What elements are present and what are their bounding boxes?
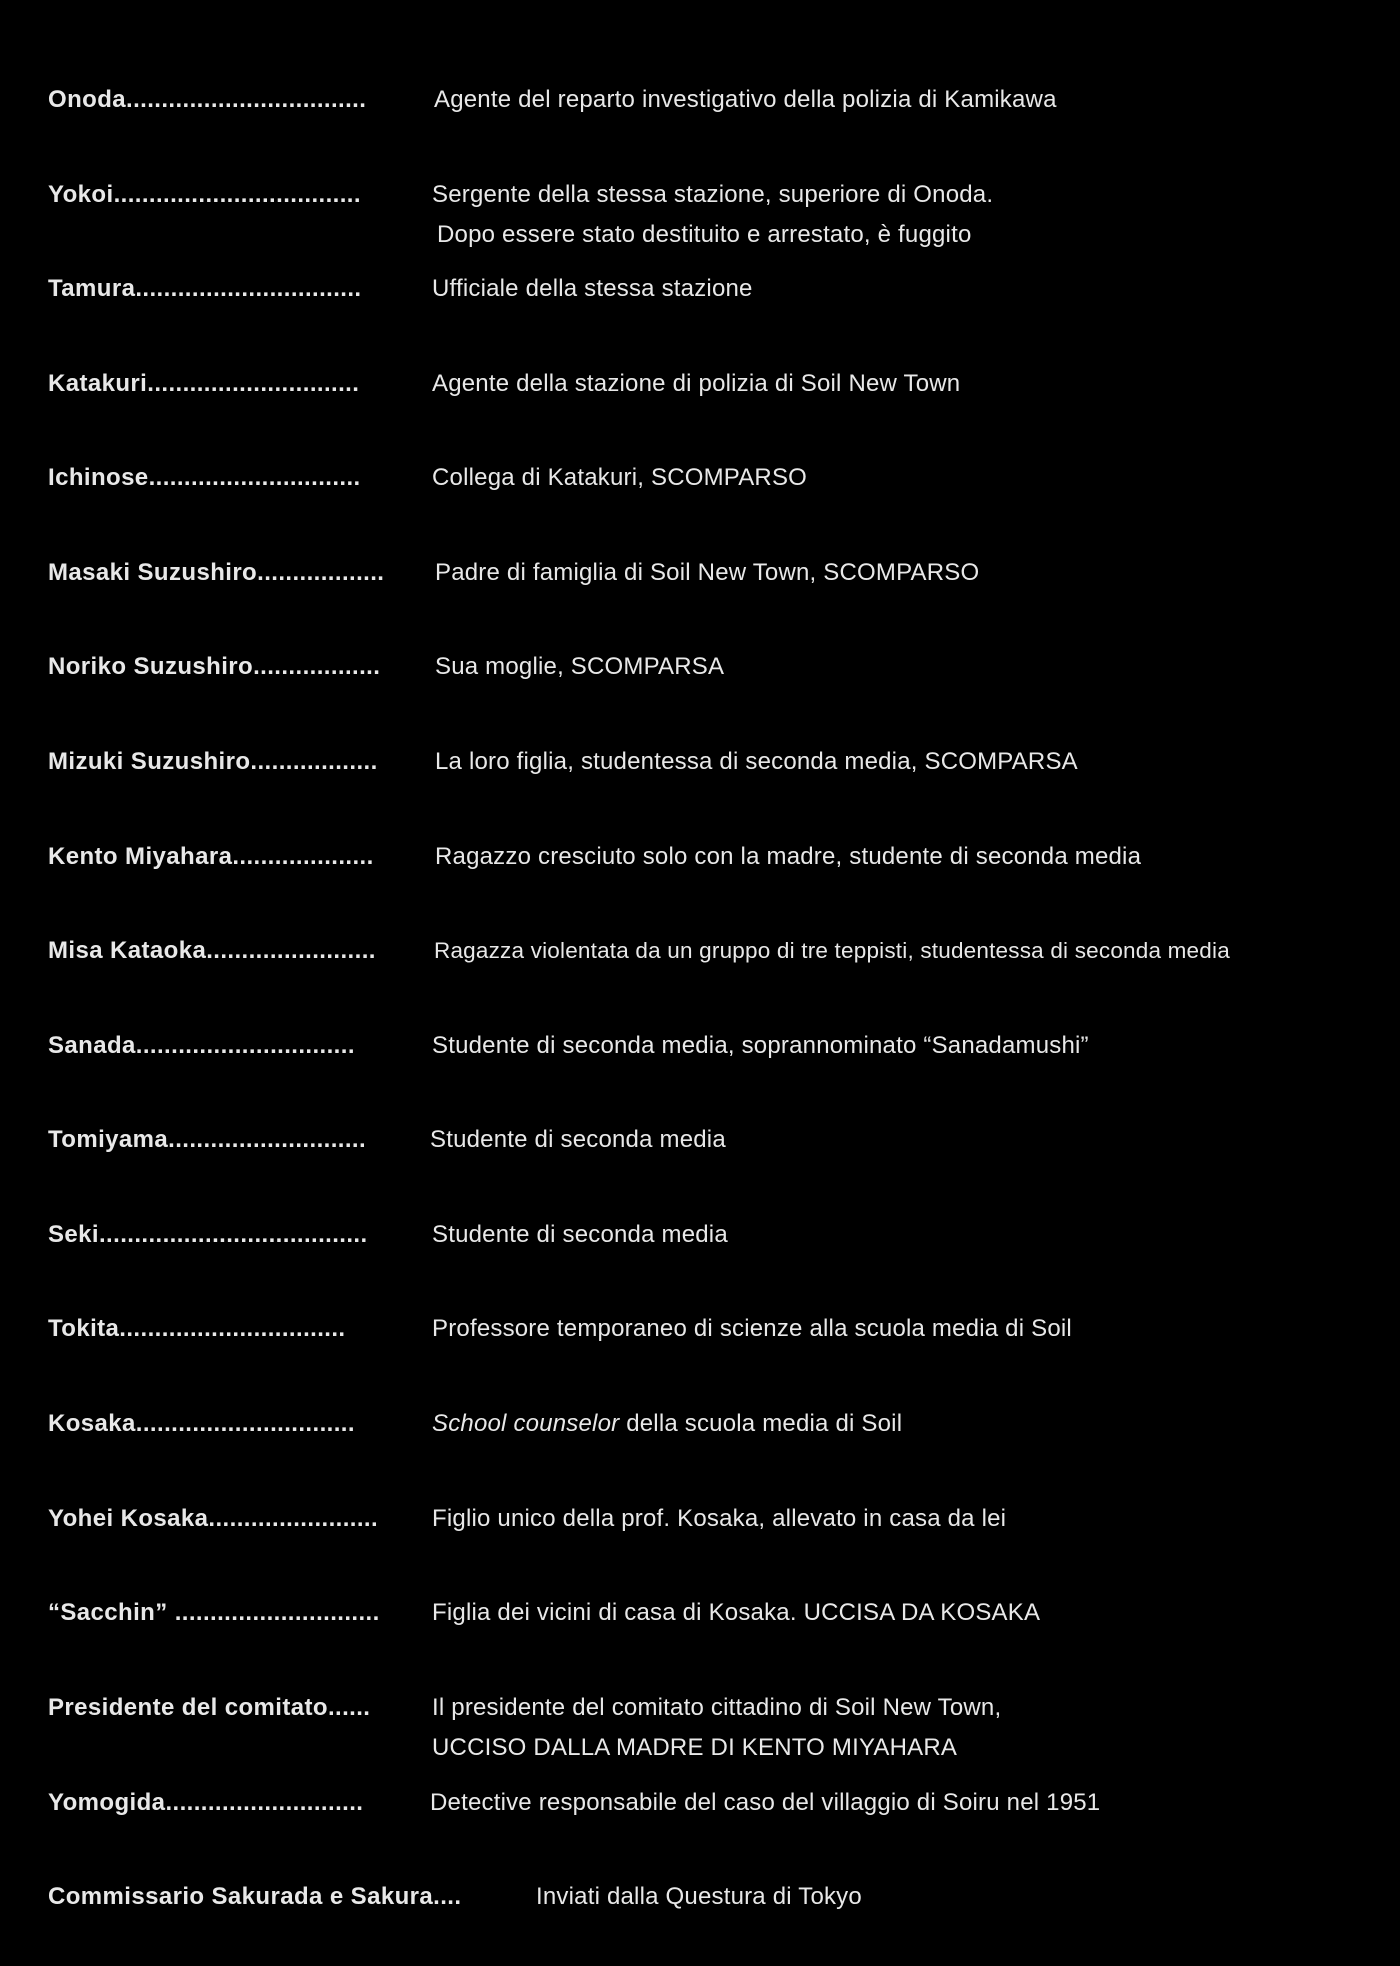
character-name: Katakuri.............................. (48, 370, 360, 397)
character-description: La loro figlia, studentessa di seconda media, SCOMPARSA (435, 748, 1078, 775)
character-description: Studente di seconda media (432, 1221, 728, 1248)
character-description: Ragazzo cresciuto solo con la madre, studente di seconda media (435, 843, 1142, 870)
character-name: Ichinose.............................. (48, 464, 361, 491)
character-description: Agente del reparto investigativo della polizia di Kamikawa (434, 86, 1057, 113)
italic-term: School counselor (432, 1410, 620, 1437)
character-description: Ragazza violentata da un gruppo di tre teppisti, studentessa di seconda media (434, 938, 1230, 963)
character-name: Yomogida............................ (48, 1789, 364, 1816)
character-name: Noriko Suzushiro.................. (48, 653, 381, 680)
character-description: School counselor della scuola media di Soil (432, 1410, 903, 1437)
character-name: Sanada............................... (48, 1032, 355, 1059)
character-description: Sergente della stessa stazione, superiore di Onoda. Dopo essere stato destituito e arrestato, è fuggito (432, 181, 994, 248)
character-name: Tokita................................ (48, 1315, 346, 1342)
character-name: Mizuki Suzushiro.................. (48, 748, 378, 775)
character-name: Misa Kataoka........................ (48, 937, 376, 964)
character-description: Agente della stazione di polizia di Soil New Town (432, 370, 961, 397)
character-name: Yokoi................................... (48, 181, 361, 208)
character-name: Presidente del comitato...... (48, 1694, 371, 1721)
character-description: Detective responsabile del caso del villaggio di Soiru nel 1951 (430, 1789, 1101, 1816)
character-name: Yohei Kosaka........................ (48, 1505, 379, 1532)
character-name: Kosaka............................... (48, 1410, 355, 1437)
character-description: Sua moglie, SCOMPARSA (435, 653, 725, 680)
character-description: Studente di seconda media (430, 1126, 726, 1153)
character-name: Masaki Suzushiro.................. (48, 559, 385, 586)
character-name: Tamura................................ (48, 275, 362, 302)
character-name: Kento Miyahara.................... (48, 843, 374, 870)
character-name: Seki...................................... (48, 1221, 368, 1248)
character-description: Padre di famiglia di Soil New Town, SCOMPARSO (435, 559, 980, 586)
character-name: Tomiyama............................ (48, 1126, 367, 1153)
character-description: Figlia dei vicini di casa di Kosaka. UCCISA DA KOSAKA (432, 1599, 1041, 1626)
character-name: “Sacchin” ............................. (48, 1599, 380, 1626)
character-description: Figlio unico della prof. Kosaka, allevato in casa da lei (432, 1505, 1007, 1532)
character-description: Il presidente del comitato cittadino di Soil New Town, UCCISO DALLA MADRE DI KENTO MIYAHARA (432, 1694, 1002, 1761)
character-description: Inviati dalla Questura di Tokyo (536, 1883, 862, 1910)
character-description: Studente di seconda media, soprannominato “Sanadamushi” (432, 1032, 1089, 1059)
character-name: Commissario Sakurada e Sakura.... (48, 1883, 462, 1910)
character-description: Ufficiale della stessa stazione (432, 275, 753, 302)
character-name: Onoda.................................. (48, 86, 367, 113)
character-description: Collega di Katakuri, SCOMPARSO (432, 464, 808, 491)
character-description: Professore temporaneo di scienze alla scuola media di Soil (432, 1315, 1072, 1342)
